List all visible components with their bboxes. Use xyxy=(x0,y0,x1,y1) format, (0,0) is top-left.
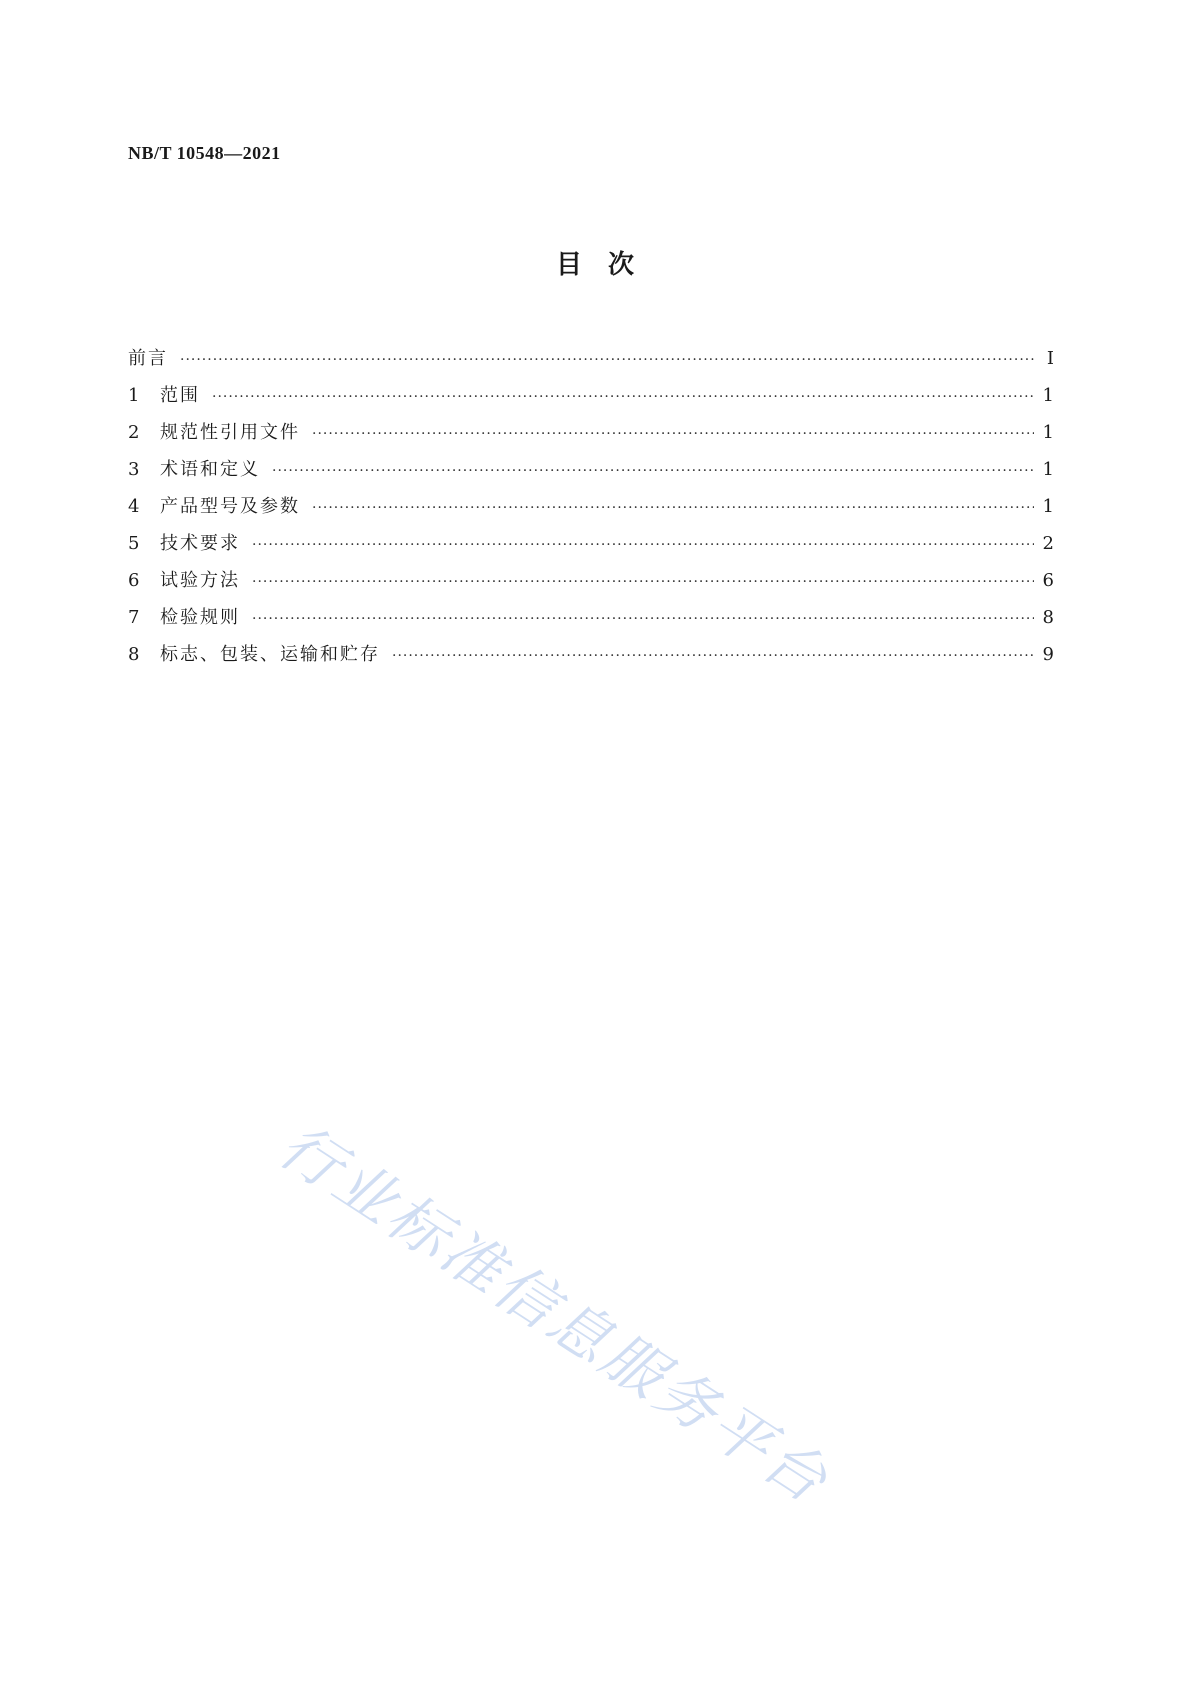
watermark: 行业标准信息服务平台 xyxy=(266,1110,842,1519)
standard-code: NB/T 10548—2021 xyxy=(128,143,281,163)
toc-entry-label: 前言 xyxy=(128,348,168,369)
toc-entry-page: 1 xyxy=(1042,496,1054,517)
toc-entry-foreword[interactable] xyxy=(128,344,1054,381)
toc-entry-page: 1 xyxy=(1042,422,1054,443)
toc-entry-number: 5 xyxy=(128,533,140,554)
toc-entry-test-methods[interactable] xyxy=(128,566,1054,603)
toc-entry-inspection-rules[interactable] xyxy=(128,603,1054,640)
toc-entry-number: 1 xyxy=(128,385,140,406)
dot-leader xyxy=(252,537,1034,553)
toc-entry-label: 规范性引用文件 xyxy=(160,422,300,443)
toc-entry-technical-requirements[interactable] xyxy=(128,529,1054,566)
toc-entry-number: 6 xyxy=(128,570,140,591)
dot-leader xyxy=(392,648,1034,664)
toc-entry-page: 6 xyxy=(1042,570,1054,591)
toc-entry-label: 检验规则 xyxy=(160,607,240,628)
toc-entry-page: 2 xyxy=(1042,533,1054,554)
dot-leader xyxy=(312,500,1034,516)
toc-entry-number: 4 xyxy=(128,496,140,517)
toc-entry-page: Ⅰ xyxy=(1046,348,1054,369)
dot-leader xyxy=(212,389,1034,405)
toc-title: 目 次 xyxy=(555,250,634,280)
toc-entry-product-model[interactable] xyxy=(128,492,1054,529)
dot-leader xyxy=(272,463,1034,479)
toc-entry-marking-packaging[interactable] xyxy=(128,640,1054,677)
toc-entry-label: 范围 xyxy=(160,385,200,406)
toc-entry-label: 标志、包装、运输和贮存 xyxy=(160,644,380,665)
toc-entry-page: 1 xyxy=(1042,385,1054,406)
toc-entry-number: 7 xyxy=(128,607,140,628)
toc-entry-page: 1 xyxy=(1042,459,1054,480)
dot-leader xyxy=(180,352,1034,368)
toc-entry-terms-definitions[interactable] xyxy=(128,455,1054,492)
toc-entry-number: 3 xyxy=(128,459,140,480)
dot-leader xyxy=(312,426,1034,442)
toc-entry-number: 2 xyxy=(128,422,140,443)
toc-entry-normative-references[interactable] xyxy=(128,418,1054,455)
table-of-contents xyxy=(128,344,1054,677)
dot-leader xyxy=(252,574,1034,590)
toc-entry-scope[interactable] xyxy=(128,381,1054,418)
toc-entry-label: 试验方法 xyxy=(160,570,240,591)
toc-entry-page: 8 xyxy=(1042,607,1054,628)
toc-entry-label: 技术要求 xyxy=(160,533,240,554)
toc-entry-label: 术语和定义 xyxy=(160,459,260,480)
dot-leader xyxy=(252,611,1034,627)
toc-entry-number: 8 xyxy=(128,644,140,665)
toc-entry-page: 9 xyxy=(1042,644,1054,665)
toc-entry-label: 产品型号及参数 xyxy=(160,496,300,517)
